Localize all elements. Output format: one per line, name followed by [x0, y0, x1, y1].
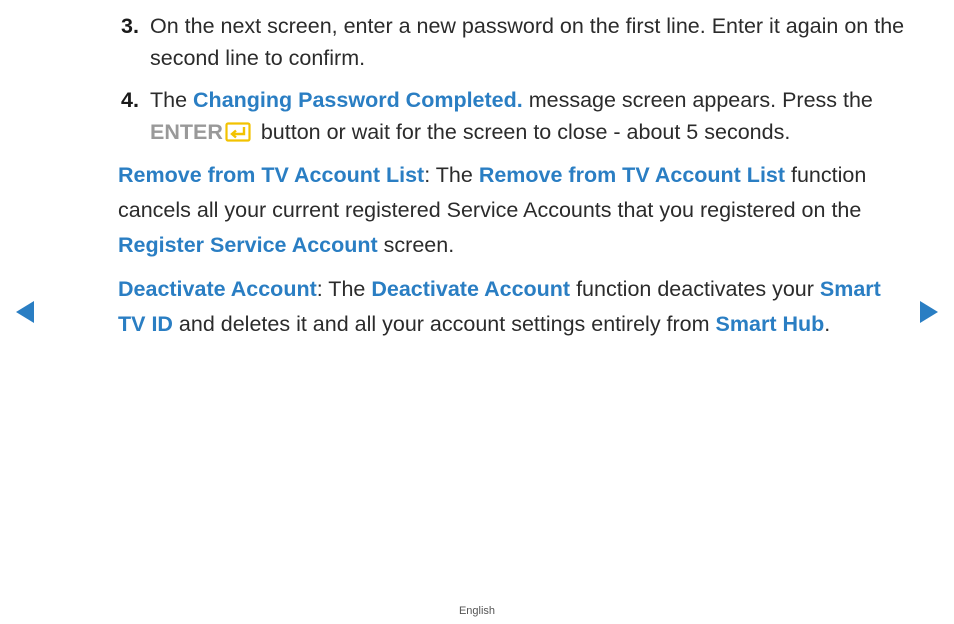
step-4 [118, 84, 908, 148]
paragraph-text: function cancels all your current registered Service Accounts that you registered on the [118, 163, 867, 222]
footer-language: English [458, 605, 496, 617]
step-text: On the next screen, enter a new password on the first line. Enter it again on the second line to confirm. [150, 14, 905, 70]
remove-term-repeat: Remove from TV Account List [478, 163, 786, 187]
deactivate-term: Deactivate Account [118, 277, 317, 301]
message-term: Changing Password Completed. [193, 88, 523, 112]
smart-tv-id-term: Smart TV ID [118, 277, 881, 336]
step-text: button or wait for the screen to close - about 5 seconds. [254, 120, 791, 144]
enter-label: ENTER [150, 120, 223, 144]
triangle-left-icon[interactable] [15, 300, 35, 324]
smart-hub-term: Smart Hub [715, 312, 825, 336]
paragraph-text: and deletes it and all your account settings entirely from [172, 312, 716, 336]
deactivate-account-paragraph [118, 272, 908, 342]
paragraph-text: function deactivates your [570, 277, 820, 301]
remove-account-paragraph [118, 158, 908, 263]
register-service-term: Register Service Account [118, 233, 378, 257]
enter-icon [225, 122, 251, 142]
paragraph-text: : The [316, 277, 372, 301]
step-text: message screen appears. Press the [522, 88, 873, 112]
paragraph-text: : The [424, 163, 479, 187]
deactivate-term-repeat: Deactivate Account [371, 277, 571, 301]
step-number: 3. [121, 14, 139, 38]
manual-page-content [118, 10, 908, 351]
step-3 [118, 10, 908, 74]
triangle-right-icon[interactable] [919, 300, 939, 324]
step-text: The [150, 88, 194, 112]
paragraph-text: . [824, 312, 831, 336]
step-number: 4. [121, 88, 139, 112]
remove-term: Remove from TV Account List [118, 163, 425, 187]
paragraph-text: screen. [377, 233, 455, 257]
